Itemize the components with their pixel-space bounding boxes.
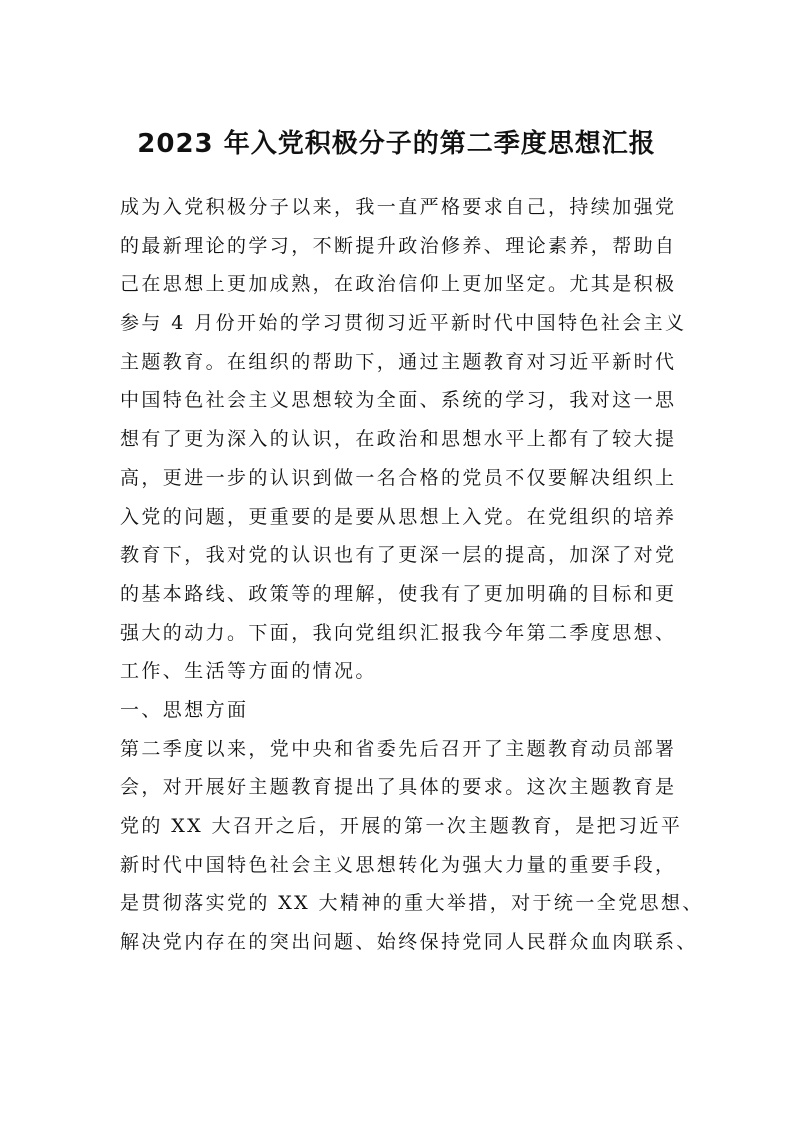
body-line: 党的 XX 大召开之后，开展的第一次主题教育，是把习近平 [120, 815, 683, 837]
body-line: 强大的动力。下面，我向党组织汇报我今年第二季度思想、 [120, 621, 677, 644]
body-line: 成为入党积极分子以来，我一直严格要求自己，持续加强党 [120, 196, 677, 218]
body-line: 新时代中国特色社会主义思想转化为强大力量的重要手段， [120, 853, 677, 876]
section-heading: 一、思想方面 [120, 698, 249, 721]
body-line: 是贯彻落实党的 XX 大精神的重大举措，对于统一全党思想、 [120, 892, 704, 915]
body-line: 主题教育。在组织的帮助下，通过主题教育对习近平新时代 [120, 350, 677, 373]
body-line: 工作、生活等方面的情况。 [120, 660, 377, 683]
document-body [120, 188, 704, 962]
body-line: 第二季度以来，党中央和省委先后召开了主题教育动员部署 [120, 737, 677, 760]
body-line: 的最新理论的学习，不断提升政治修养、理论素养，帮助自 [120, 234, 677, 257]
body-line: 参与 4 月份开始的学习贯彻习近平新时代中国特色社会主义 [120, 312, 687, 335]
body-line: 的基本路线、政策等的理解，使我有了更加明确的目标和更 [120, 582, 677, 605]
body-line: 解决党内存在的突出问题、始终保持党同人民群众血肉联系、 [120, 931, 698, 954]
document-title: 2023 年入党积极分子的第二季度思想汇报 [137, 129, 656, 159]
body-line: 中国特色社会主义思想较为全面、系统的学习，我对这一思 [120, 389, 677, 412]
body-line: 入党的问题，更重要的是要从思想上入党。在党组织的培养 [120, 505, 677, 528]
body-line: 己在思想上更加成熟，在政治信仰上更加坚定。尤其是积极 [120, 273, 677, 296]
body-line: 想有了更为深入的认识，在政治和思想水平上都有了较大提 [120, 428, 677, 451]
body-line: 教育下，我对党的认识也有了更深一层的提高，加深了对党 [120, 544, 677, 567]
body-line: 高，更进一步的认识到做一名合格的党员不仅要解决组织上 [120, 466, 677, 489]
body-line: 会，对开展好主题教育提出了具体的要求。这次主题教育是 [120, 776, 677, 799]
